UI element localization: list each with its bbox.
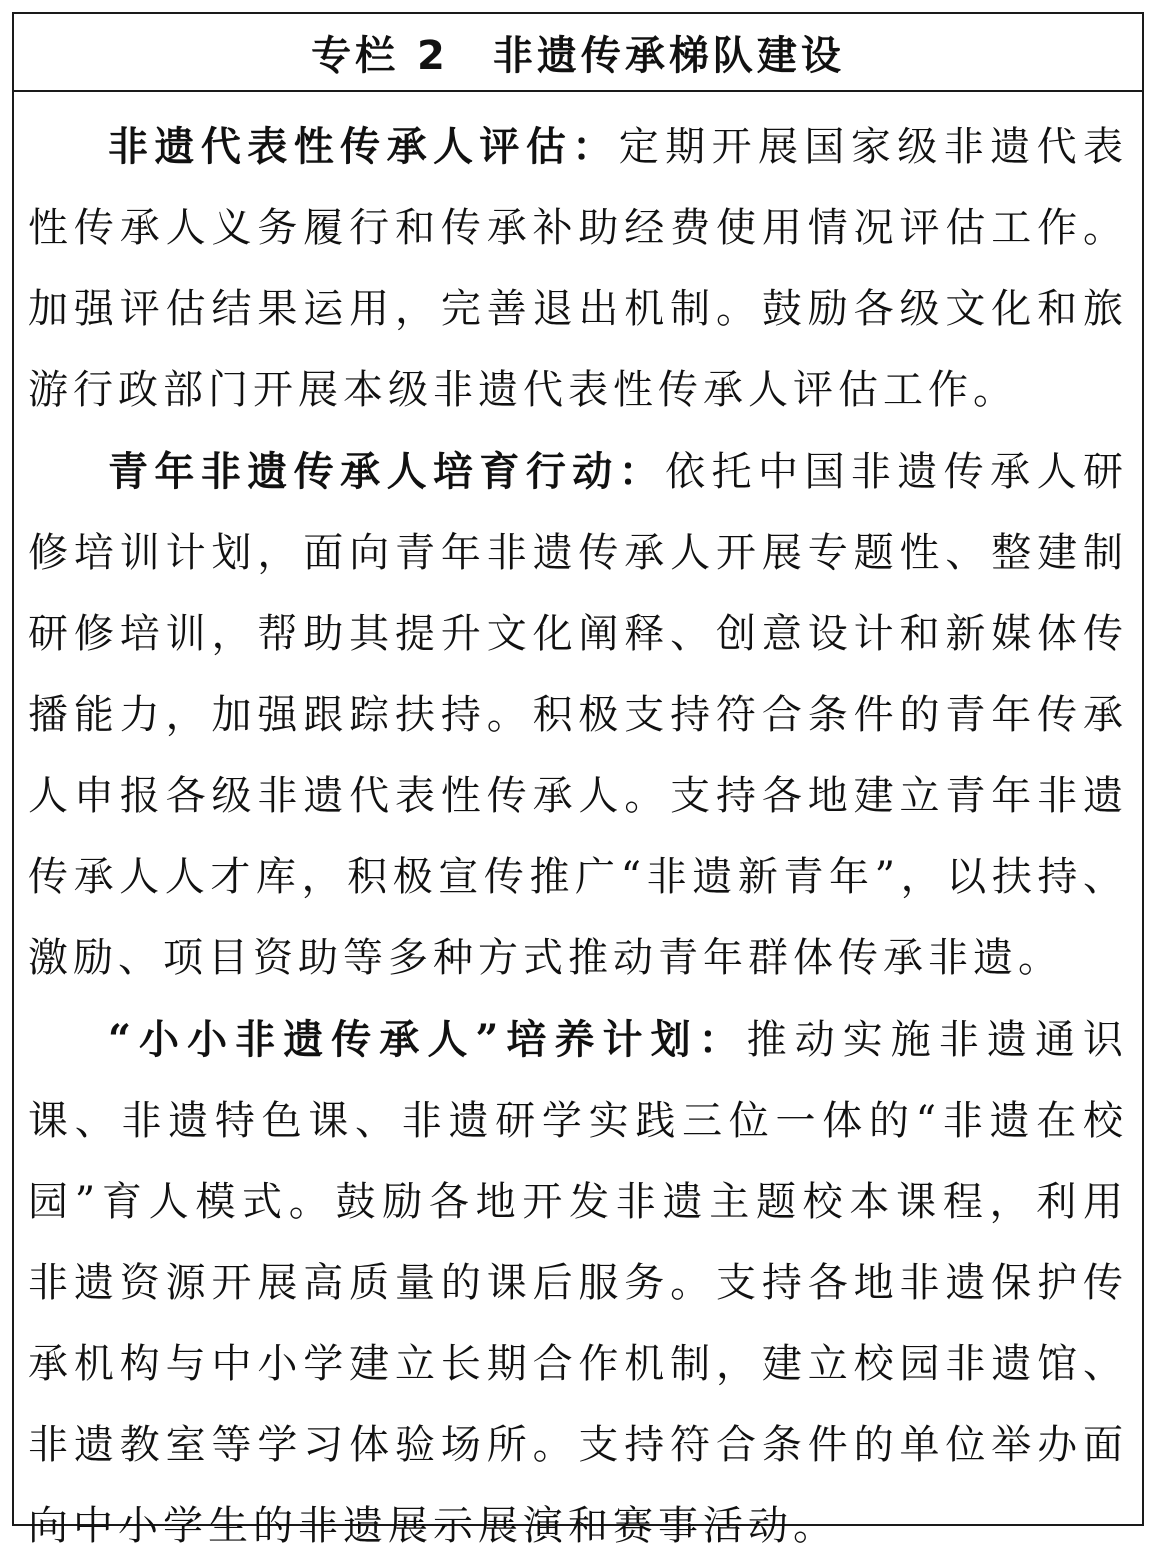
section-heading: “小小非遗传承人”培养计划： [108,1016,747,1063]
section-text: 推动实施非遗通识课、非遗特色课、非遗研学实践三位一体的“非遗在校园”育人模式。鼓励各地开发非遗主题校本课程，利用非遗资源开展高质量的课后服务。支持各地非遗保护传承机构与中小学建立长期合作机制，建立校园非遗馆、非遗教室等学习体验场所。支持符合条件的单位举办面向中小学生的非遗展示展演和赛事活动。 [28,1017,1128,1549]
section-evaluation [28,106,1128,431]
section-youth-inheritors [28,431,1128,999]
column-header [14,14,1142,92]
section-heading: 非遗代表性传承人评估： [108,123,619,170]
column-body [14,92,1142,1567]
section-text: 定期开展国家级非遗代表性传承人义务履行和传承补助经费使用情况评估工作。加强评估结果运用，完善退出机制。鼓励各级文化和旅游行政部门开展本级非遗代表性传承人评估工作。 [28,124,1129,413]
column-title: 专栏 2 非遗传承梯队建设 [311,32,845,79]
column-box [12,12,1144,1549]
section-text: 依托中国非遗传承人研修培训计划，面向青年非遗传承人开展专题性、整建制研修培训，帮助其提升文化阐释、创意设计和新媒体传播能力，加强跟踪扶持。积极支持符合条件的青年传承人申报各级非遗代表性传承人。支持各地建立青年非遗传承人人才库，积极宣传推广“非遗新青年”，以扶持、激励、项目资助等多种方式推动青年群体传承非遗。 [28,449,1129,981]
section-heading: 青年非遗传承人培育行动： [108,448,666,495]
section-little-inheritors [28,999,1128,1567]
